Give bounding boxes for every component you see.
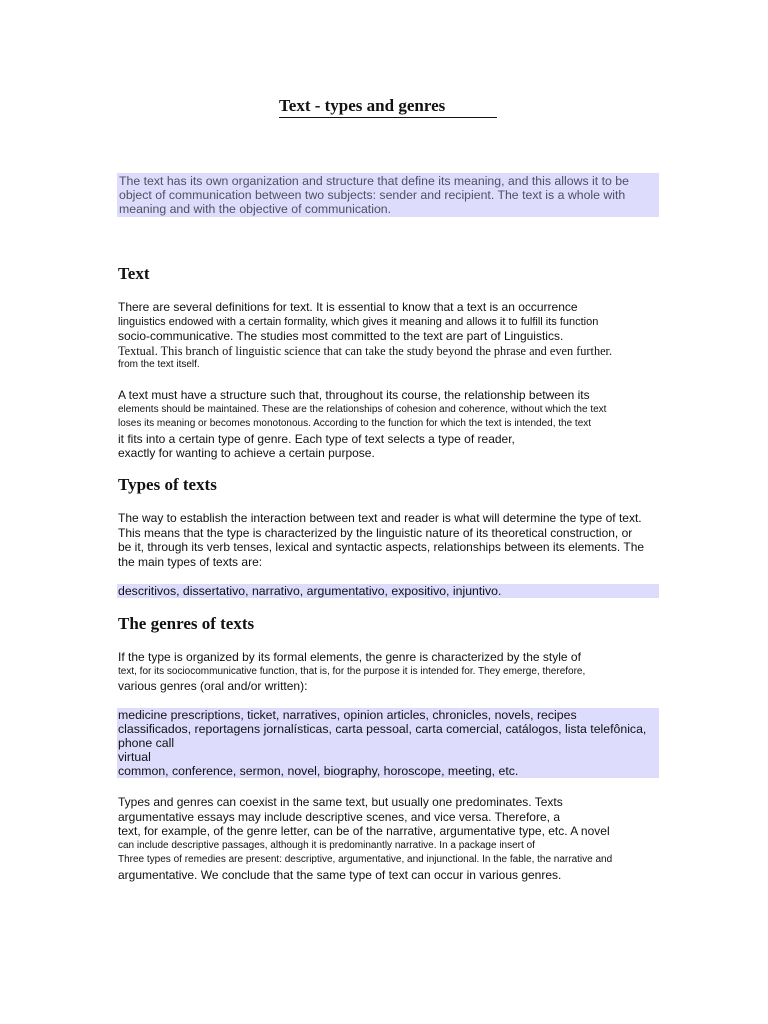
text-paragraph-2 xyxy=(118,388,663,461)
text-line: various genres (oral and/or written): xyxy=(118,679,308,693)
genres-list xyxy=(117,708,659,778)
heading-text: Text xyxy=(118,264,150,283)
list-item: classificados, reportagens jornalísticas, carta pessoal, carta comercial, catálogos, lista telefônica, xyxy=(118,722,647,736)
text-line: socio-communicative. The studies most committed to the text are part of Linguistics. xyxy=(118,329,564,343)
list-item: virtual xyxy=(118,750,151,764)
text-line: This means that the type is characterized by the linguistic nature of its theoretical construction, or xyxy=(118,525,633,540)
text-line: Textual. This branch of linguistic science that can take the study beyond the phrase and even further. xyxy=(118,343,613,358)
text-line: There are several definitions for text. It is essential to know that a text is an occurrence xyxy=(118,300,578,314)
text-line: be it, through its verb tenses, lexical and syntactic aspects, relationships between its elements. The xyxy=(118,540,645,554)
list-item: phone call xyxy=(118,736,175,750)
text-line: text, for its sociocommunicative function, that is, for the purpose it is intended for. They emerge, therefore, xyxy=(118,665,586,677)
list-item: medicine prescriptions, ticket, narratives, opinion articles, chronicles, novels, recipes xyxy=(118,708,577,722)
text-line: Types and genres can coexist in the same text, but usually one predominates. Texts xyxy=(118,795,563,809)
list-item: common, conference, sermon, novel, biography, horoscope, meeting, etc. xyxy=(118,764,519,778)
genres-paragraph xyxy=(118,650,663,694)
text-line: argumentative. We conclude that the same type of text can occur in various genres. xyxy=(118,867,562,882)
types-list: descritivos, dissertativo, narrativo, argumentativo, expositivo, injuntivo. xyxy=(117,584,659,598)
text-line: can include descriptive passages, although it is predominantly narrative. In a package insert of xyxy=(118,839,535,851)
page-title: Text - types and genres xyxy=(279,96,497,118)
text-line: linguistics endowed with a certain formality, which gives it meaning and allows it to fulfill its function xyxy=(118,315,599,328)
closing-paragraph xyxy=(118,795,663,882)
text-line: exactly for wanting to achieve a certain purpose. xyxy=(118,446,375,460)
text-line: it fits into a certain type of genre. Each type of text selects a type of reader, xyxy=(118,431,515,446)
heading-genres: The genres of texts xyxy=(118,614,255,633)
text-line: elements should be maintained. These are the relationships of cohesion and coherence, without which the text xyxy=(118,403,607,415)
text-paragraph-1 xyxy=(118,300,663,373)
text-line: The way to establish the interaction between text and reader is what will determine the type of text. xyxy=(118,511,642,525)
heading-types: Types of texts xyxy=(118,475,217,494)
text-line: Three types of remedies are present: descriptive, argumentative, and injunctional. In the fable, the narrative and xyxy=(118,854,613,865)
text-line: the main types of texts are: xyxy=(118,554,263,569)
intro-paragraph: The text has its own organization and structure that define its meaning, and this allows it to be object of communication between two subjects: sender and recipient. The text is a whole with meaning and with the objective of communication. xyxy=(117,173,659,217)
text-line: text, for example, of the genre letter, can be of the narrative, argumentative type, etc. A novel xyxy=(118,824,610,838)
text-line: If the type is organized by its formal elements, the genre is characterized by the style of xyxy=(118,650,581,664)
types-paragraph xyxy=(118,511,663,569)
text-line: from the text itself. xyxy=(118,359,200,370)
text-line: A text must have a structure such that, throughout its course, the relationship between its xyxy=(118,388,590,402)
text-line: loses its meaning or becomes monotonous. According to the function for which the text is intended, the text xyxy=(118,418,592,429)
text-line: argumentative essays may include descriptive scenes, and vice versa. Therefore, a xyxy=(118,809,560,824)
